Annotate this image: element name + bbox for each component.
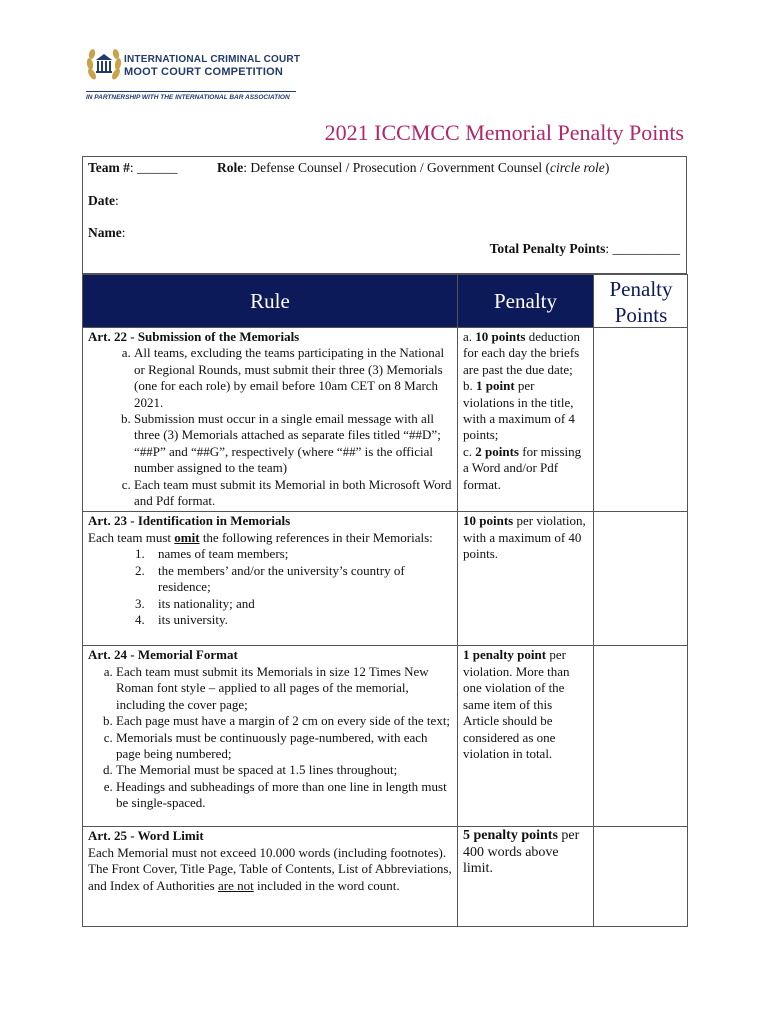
logo-line-1: INTERNATIONAL CRIMINAL COURT (124, 54, 301, 65)
list-item: 4. its university. (148, 612, 452, 628)
logo-line-3: IN PARTNERSHIP WITH THE INTERNATIONAL BAR ASSOCIATION (86, 94, 290, 101)
penalty-column-header: Penalty (458, 275, 594, 328)
rule-column-header: Rule (83, 275, 458, 328)
name-field[interactable]: Name: (88, 225, 126, 240)
list-item: e. Headings and subheadings of more than one line in length must be single-spaced. (116, 779, 452, 812)
rule-cell: Art. 23 - Identification in Memorials Each team must omit the following references in their Memorials: 1. names of team members; 2. the members’ and/or the university’s country of residence; 3. its nationality; and 4. its university. (83, 512, 458, 646)
penalty-points-header: Penalty Points (609, 277, 673, 327)
penalty-cell: 1 penalty point per violation. More than one violation of the same item of this Article should be considered as one violation in total. (458, 646, 594, 827)
penalty-amount: 1 penalty point (463, 647, 547, 663)
role-close: ) (604, 160, 610, 175)
article-title: Art. 23 - Identification in Memorials (88, 513, 291, 529)
article-title: Art. 22 - Submission of the Memorials (88, 329, 300, 344)
penalty-amount: 1 point (476, 378, 515, 394)
team-info-box (82, 156, 687, 274)
penalty-points-cell[interactable] (594, 328, 688, 512)
penalty-amount: 10 points (475, 329, 526, 344)
table-row (83, 646, 688, 827)
total-label: Total Penalty Points (489, 241, 606, 256)
penalty-cell: 5 penalty points per 400 words above limit. (458, 827, 594, 927)
penalty-cell: a. 10 points deduction for each day the briefs are past the due date; b. 1 point per violations in the title, with a maximum of 4 points; c. 2 points for missing a Word and/or Pdf format. (458, 328, 594, 512)
rule-list (88, 345, 452, 509)
list-item: b. Submission must occur in a single email message with all three (3) Memorials attached as separate files titled “##D”; “##P” and “##G”, respectively (where “##” is the official number assigned to the team) (134, 411, 452, 477)
list-item: 1. names of team members; (148, 546, 452, 562)
rule-list (88, 664, 452, 812)
role-field[interactable] (217, 160, 609, 176)
list-item: a. Each team must submit its Memorials in size 12 Times New Roman font style – applied to all pages of the memorial, including the cover page; (116, 664, 452, 713)
table-row (83, 827, 688, 927)
article-title: Art. 24 - Memorial Format (88, 647, 238, 663)
role-note: circle role (549, 160, 605, 175)
name-label: Name (88, 225, 122, 240)
rule-cell (83, 328, 458, 512)
list-item: c. Each team must submit its Memorial in both Microsoft Word and Pdf format. (134, 477, 452, 510)
team-value: : ______ (129, 160, 178, 175)
total-value: : __________ (605, 241, 680, 256)
date-field[interactable]: Date: (88, 193, 119, 208)
penalty-cell: 10 points per violation, with a maximum of 40 points. (458, 512, 594, 646)
table-row (83, 328, 688, 512)
laurel-emblem-icon (86, 44, 122, 88)
penalty-points-cell[interactable] (594, 512, 688, 646)
penalty-rules-table (82, 274, 688, 927)
table-row (83, 512, 688, 646)
role-value: : Defense Counsel / Prosecution / Government Counsel ( (243, 160, 550, 175)
team-number-field[interactable] (88, 160, 178, 176)
logo-divider (86, 91, 296, 92)
article-title: Art. 25 - Word Limit (88, 828, 204, 844)
role-label: Role (217, 160, 244, 175)
rule-list (88, 546, 452, 628)
total-penalty-field[interactable] (490, 241, 680, 257)
penalty-amount: 2 points (475, 443, 519, 459)
list-item: 3. its nationality; and (148, 596, 452, 612)
list-item: b. Each page must have a margin of 2 cm on every side of the text; (116, 713, 452, 729)
penalty-amount: 10 points (463, 513, 514, 529)
logo-line-2: MOOT COURT COMPETITION (124, 66, 284, 78)
list-item: c. Memorials must be continuously page-numbered, with each page being numbered; (116, 730, 452, 763)
list-item: 2. the members’ and/or the university’s country of residence; (148, 563, 452, 596)
date-label: Date (88, 193, 115, 208)
team-label: Team # (88, 160, 130, 175)
penalty-points-cell[interactable] (594, 646, 688, 827)
iccmcc-logo (86, 44, 306, 104)
document-title: 2021 ICCMCC Memorial Penalty Points (324, 120, 684, 145)
rule-cell (83, 646, 458, 827)
penalty-points-cell[interactable] (594, 827, 688, 927)
penalty-amount: 5 penalty points (463, 828, 558, 844)
list-item: d. The Memorial must be spaced at 1.5 lines throughout; (116, 762, 452, 778)
list-item: a. All teams, excluding the teams participating in the National or Regional Rounds, must submit their three (3) Memorials (one for each role) by email before 10am CET on 8 March 2021. (134, 345, 452, 411)
rule-cell: Art. 25 - Word Limit Each Memorial must not exceed 10.000 words (including footnotes). The Front Cover, Title Page, Table of Contents, List of Abbreviations, and Index of Authorities are not included in the word count. (83, 827, 458, 927)
